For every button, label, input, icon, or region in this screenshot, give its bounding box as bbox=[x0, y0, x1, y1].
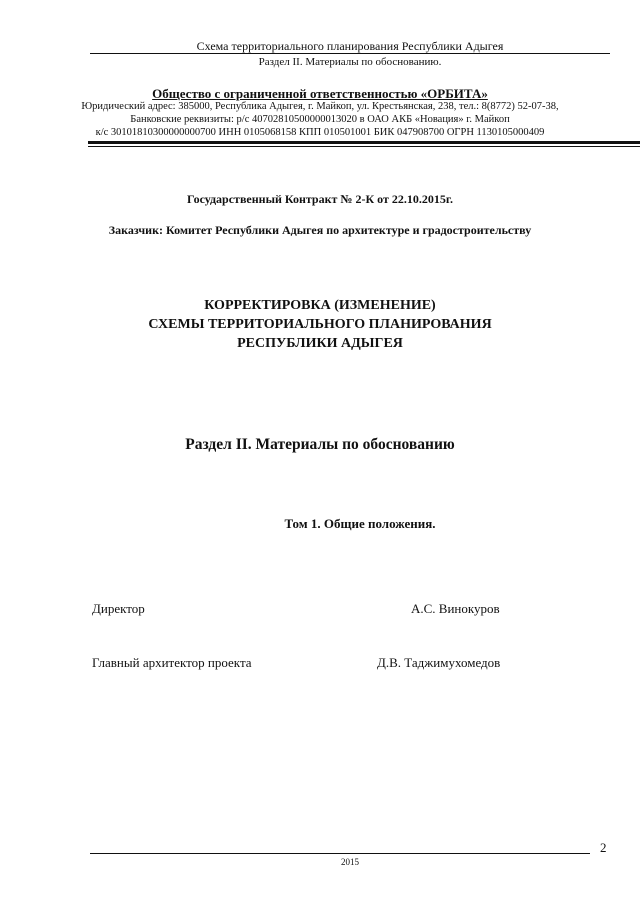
footer-rule bbox=[90, 853, 590, 854]
organization-rule-thin bbox=[88, 146, 640, 147]
footer-year: 2015 bbox=[341, 857, 359, 867]
organization-bank-details: Банковские реквизиты: р/с 40702810500000013020 в ОАО АКБ «Новация» г. Майкоп bbox=[130, 114, 510, 125]
document-title bbox=[0, 296, 640, 353]
organization-address: Юридический адрес: 385000, Республика Адыгея, г. Майкоп, ул. Крестьянская, 238, тел.: 8(8772) 52-07-38, bbox=[81, 101, 559, 112]
header-rule bbox=[90, 53, 610, 54]
running-header-subtitle: Раздел II. Материалы по обоснованию. bbox=[258, 56, 442, 68]
organization-name: Общество с ограниченной ответственностью «ОРБИТА» bbox=[152, 86, 488, 101]
contract-line: Государственный Контракт № 2-К от 22.10.2015г. bbox=[186, 192, 453, 206]
customer-line: Заказчик: Комитет Республики Адыгея по архитектуре и градостроительству bbox=[108, 223, 532, 237]
signature-role-director: Директор bbox=[92, 601, 145, 616]
volume-title: Том 1. Общие положения. bbox=[284, 516, 436, 531]
page-number: 2 bbox=[600, 840, 607, 855]
organization-rule-thick bbox=[88, 141, 640, 144]
section-title: Раздел II. Материалы по обоснованию bbox=[185, 436, 455, 453]
document-title-line-2: СХЕМЫ ТЕРРИТОРИАЛЬНОГО ПЛАНИРОВАНИЯ bbox=[148, 317, 492, 332]
document-title-line-1: КОРРЕКТИРОВКА (ИЗМЕНЕНИЕ) bbox=[204, 298, 436, 313]
signature-name-director: А.С. Винокуров bbox=[411, 601, 500, 616]
organization-requisites: к/с 30101810300000000700 ИНН 0105068158 КПП 010501001 БИК 047908700 ОГРН 1130105000409 bbox=[95, 127, 545, 138]
running-header-title: Схема территориального планирования Республики Адыгея bbox=[196, 39, 504, 53]
signature-name-chief-architect: Д.В. Таджимухомедов bbox=[377, 655, 501, 670]
signature-role-chief-architect: Главный архитектор проекта bbox=[92, 655, 252, 670]
document-title-line-3: РЕСПУБЛИКИ АДЫГЕЯ bbox=[237, 336, 403, 351]
